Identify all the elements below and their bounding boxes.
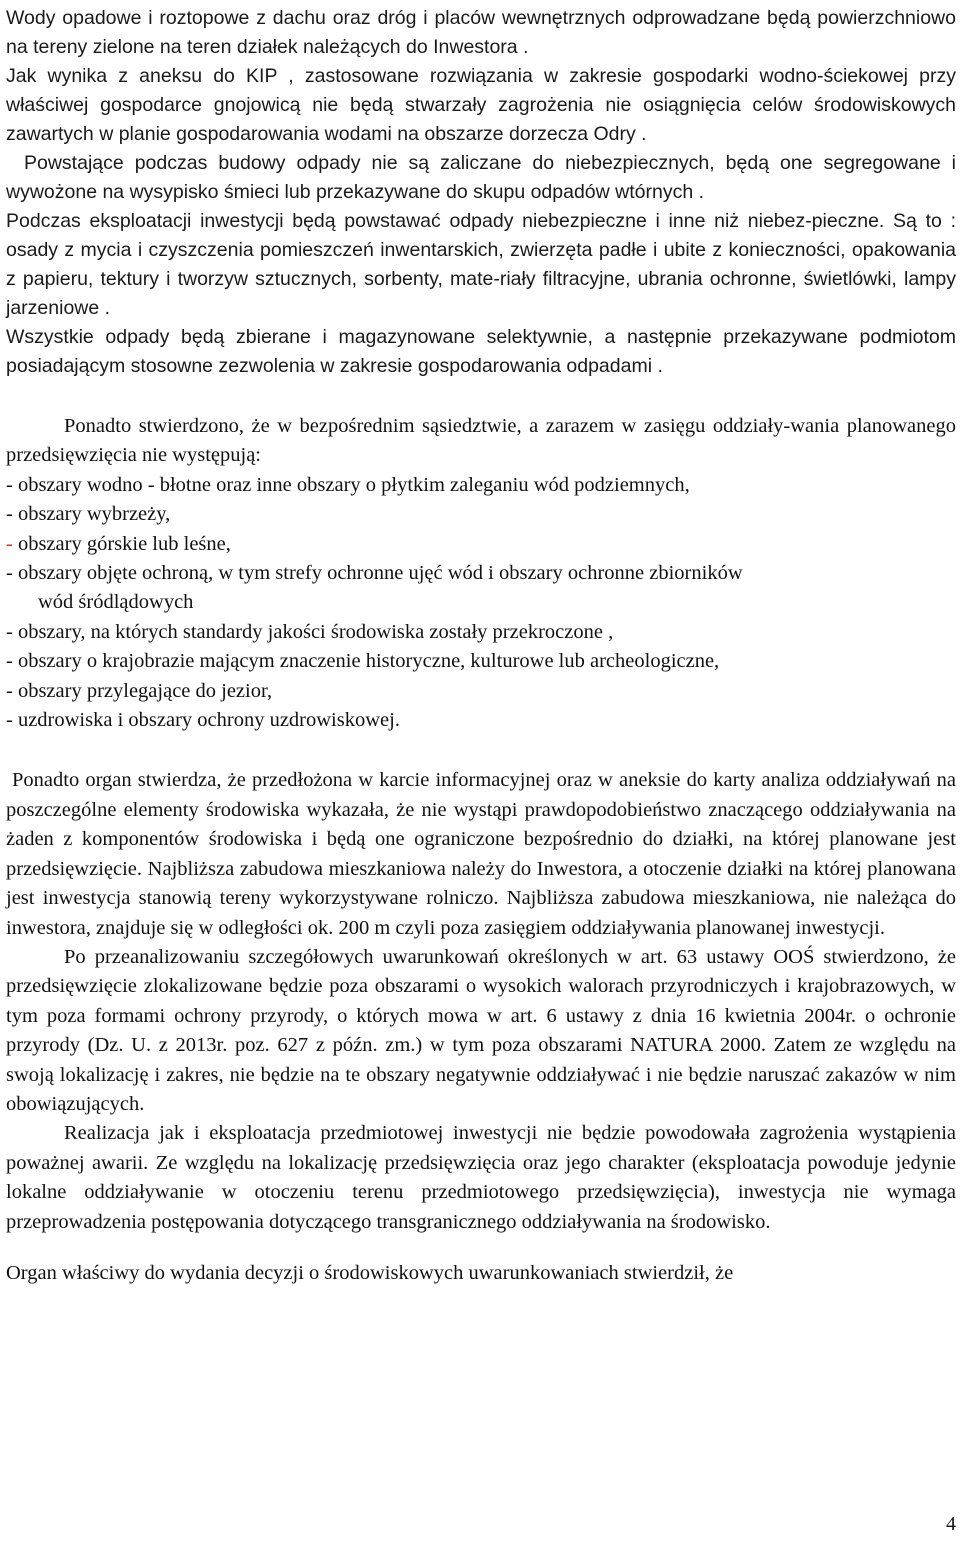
list-item-text: obszary wybrzeży, (12, 503, 171, 526)
dash: - (6, 650, 13, 673)
dash: - (6, 679, 13, 702)
document-page (6, 4, 956, 1288)
list-item-text: obszary o krajobrazie mającym znaczenie historyczne, kulturowe lub archeologiczne, (12, 650, 720, 673)
areas-list (6, 471, 956, 736)
paragraph-rainwater: Wody opadowe i roztopowe z dachu oraz dróg i placów wewnętrznych odprowadzane będą powierzchniowo na tereny zielone na teren działek należących do Inwestora . (6, 7, 956, 58)
paragraph-organ-states: Ponadto organ stwierdza, że przedłożona w karcie informacyjnej oraz w aneksie do karty analiza oddziaływań na poszczególne elementy środowiska wykazała, że nie wystąpi prawdopodobieństwo znaczącego oddziaływania na żaden z komponentów środowiska i będą one ograniczone bezpośrednio do działki, na której planowane jest przedsięwzięcie. Najbliższa zabudowa mieszkaniowa należy do Inwestora, a otoczenie działki na której planowana jest inwestycja stanowią tereny wykorzystywane rolniczo. Najbliższa zabudowa mieszkaniowa, nie należąca do inwestora, znajduje się w odległości ok. 200 m czyli poza zasięgiem oddziaływania planowanej inwestycji. (6, 769, 956, 939)
dash: - (6, 503, 13, 526)
paragraph-final: Organ właściwy do wydania decyzji o środowiskowych uwarunkowaniach stwierdził, że (6, 1261, 734, 1284)
page-number: 4 (946, 1513, 956, 1535)
dash: - (6, 620, 13, 643)
paragraph-operation-waste: Podczas eksploatacji inwestycji będą powstawać odpady niebezpieczne i inne niż niebez-pieczne. Są to : osady z mycia i czyszczenia pomieszczeń inwentarskich, zwierzęta padłe i ubite z konieczności, opakowania z papieru, tektury i tworzyw sztucznych, sorbenty, mate-riały filtracyjne, ubrania ochronne, świetlówki, lampy jarzeniowe . (6, 210, 956, 319)
dash: - (6, 532, 13, 555)
paragraph-construction-waste: Powstające podczas budowy odpady nie są zaliczane do niebezpiecznych, będą one segregowane i wywożone na wysypisko śmieci lub przekazywane do skupu odpadów wtórnych . (6, 152, 956, 203)
list-item-text: obszary, na których standardy jakości środowiska zostały przekroczone , (12, 620, 614, 643)
paragraph-waste-collection: Wszystkie odpady będą zbierane i magazynowane selektywnie, a następnie przekazywane podmiotom posiadającym stosowne zezwolenia w zakresie gospodarowania odpadami . (6, 326, 956, 377)
list-item-text: obszary przylegające do jezior, (12, 679, 273, 702)
list-item (6, 530, 956, 559)
dash: - (6, 473, 13, 496)
list-item-text: uzdrowiska i obszary ochrony uzdrowiskowej. (12, 709, 400, 732)
list-item (6, 677, 956, 706)
paragraph-kip-annex: Jak wynika z aneksu do KIP , zastosowane rozwiązania w zakresie gospodarki wodno-ściekowej przy właściwej gospodarce gnojowicą nie będą stwarzały zagrożenia nie osiągnięcia celów środowiskowych zawartych w planie gospodarowania wodami na obszarze dorzecza Odry . (6, 65, 956, 145)
list-item (6, 618, 956, 647)
section-areas (6, 412, 956, 735)
paragraph-analysis: Po przeanalizowaniu szczegółowych uwarunkowań określonych w art. 63 ustawy OOŚ stwierdzono, że przedsięwzięcie zlokalizowane będzie poza obszarami o wysokich walorach przyrodniczych i krajobrazowych, w tym poza formami ochrony przyrody, o których mowa w art. 6 ustawy z dnia 16 kwietnia 2004r. o ochronie przyrody (Dz. U. z 2013r. poz. 627 z późn. zm.) w tym poza obszarami NATURA 2000. Zatem ze względu na swoją lokalizację i zakres, nie będzie na te obszary negatywnie oddziaływać i nie będzie naruszać zakazów w nim obowiązujących. (6, 945, 956, 1115)
paragraph-areas-intro: Ponadto stwierdzono, że w bezpośrednim sąsiedztwie, a zarazem w zasięgu oddziały-wania planowanego przedsięwzięcia nie występują: (6, 415, 956, 467)
list-item-text: obszary objęte ochroną, w tym strefy ochronne ujęć wód i obszary ochronne zbiorników (12, 562, 743, 585)
paragraph-realization: Realizacja jak i eksploatacja przedmiotowej inwestycji nie będzie powodowała zagrożenia wystąpienia poważnej awarii. Ze względu na lokalizację przedsięwzięcia oraz jego charakter (eksploatacja powoduje jedynie lokalne oddziaływanie w otoczeniu terenu przedmiotowego przedsięwzięcia), inwestycja nie wymaga przeprowadzenia postępowania dotyczącego transgranicznego oddziaływania na środowisko. (6, 1122, 956, 1233)
section-assessment (6, 766, 956, 1237)
spacer (6, 1237, 956, 1259)
list-item (6, 706, 956, 735)
list-item-text: obszary górskie lub leśne, (12, 532, 231, 555)
section-waste (6, 4, 956, 381)
list-item (6, 647, 956, 676)
list-item (6, 559, 956, 618)
section-final (6, 1259, 956, 1288)
list-item (6, 500, 956, 529)
dash: - (6, 562, 13, 585)
list-item (6, 471, 956, 500)
spacer (6, 381, 956, 412)
list-item-text: obszary wodno - błotne oraz inne obszary o płytkim zaleganiu wód podziemnych, (12, 473, 690, 496)
list-item-continuation: wód śródlądowych (38, 591, 194, 614)
dash: - (6, 709, 13, 732)
spacer (6, 735, 956, 766)
